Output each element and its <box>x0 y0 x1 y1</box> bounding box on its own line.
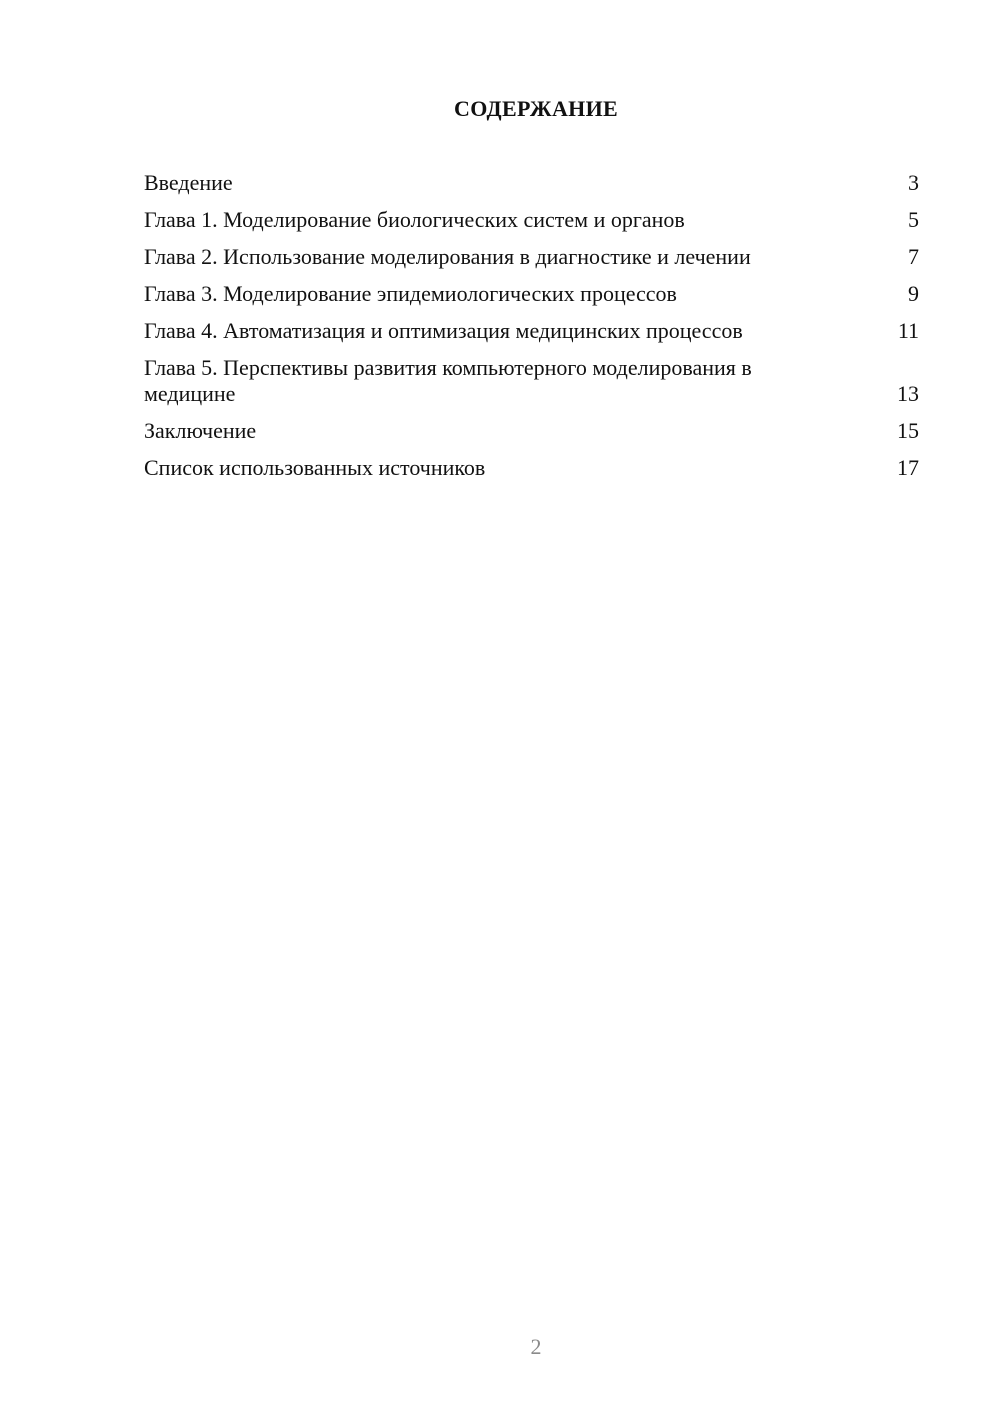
toc-entry-conclusion <box>144 418 919 444</box>
toc-entry-page: 15 <box>897 418 919 443</box>
toc-entry-text: Глава 2. Использование моделирования в диагностике и лечении <box>144 244 751 269</box>
toc-entry-chapter-3 <box>144 281 919 307</box>
table-of-contents <box>144 170 919 492</box>
toc-entry-page: 5 <box>908 207 919 232</box>
toc-entry-chapter-1 <box>144 207 919 233</box>
toc-entry-references <box>144 455 919 481</box>
toc-entry-text: Глава 5. Перспективы развития компьютерного моделирования в медицине <box>144 355 752 406</box>
toc-entry-text: Глава 4. Автоматизация и оптимизация медицинских процессов <box>144 318 743 343</box>
toc-entry-chapter-2 <box>144 244 919 270</box>
toc-entry-text: Глава 1. Моделирование биологических систем и органов <box>144 207 685 232</box>
toc-entry-chapter-5 <box>144 355 919 407</box>
toc-entry-page: 13 <box>897 381 919 406</box>
toc-entry-page: 3 <box>908 170 919 195</box>
toc-entry-text: Введение <box>144 170 233 195</box>
page-title: СОДЕРЖАНИЕ <box>454 96 618 121</box>
toc-entry-text: Список использованных источников <box>144 455 486 480</box>
toc-entry-text: Глава 3. Моделирование эпидемиологических процессов <box>144 281 677 306</box>
toc-entry-page: 17 <box>897 455 919 480</box>
toc-entry-introduction <box>144 170 919 196</box>
toc-entry-chapter-4 <box>144 318 919 344</box>
toc-entry-page: 11 <box>897 318 919 343</box>
toc-entry-page: 9 <box>908 281 919 306</box>
page-number: 2 <box>530 1334 542 1359</box>
toc-entry-page: 7 <box>908 244 919 269</box>
toc-entry-text: Заключение <box>144 418 257 443</box>
